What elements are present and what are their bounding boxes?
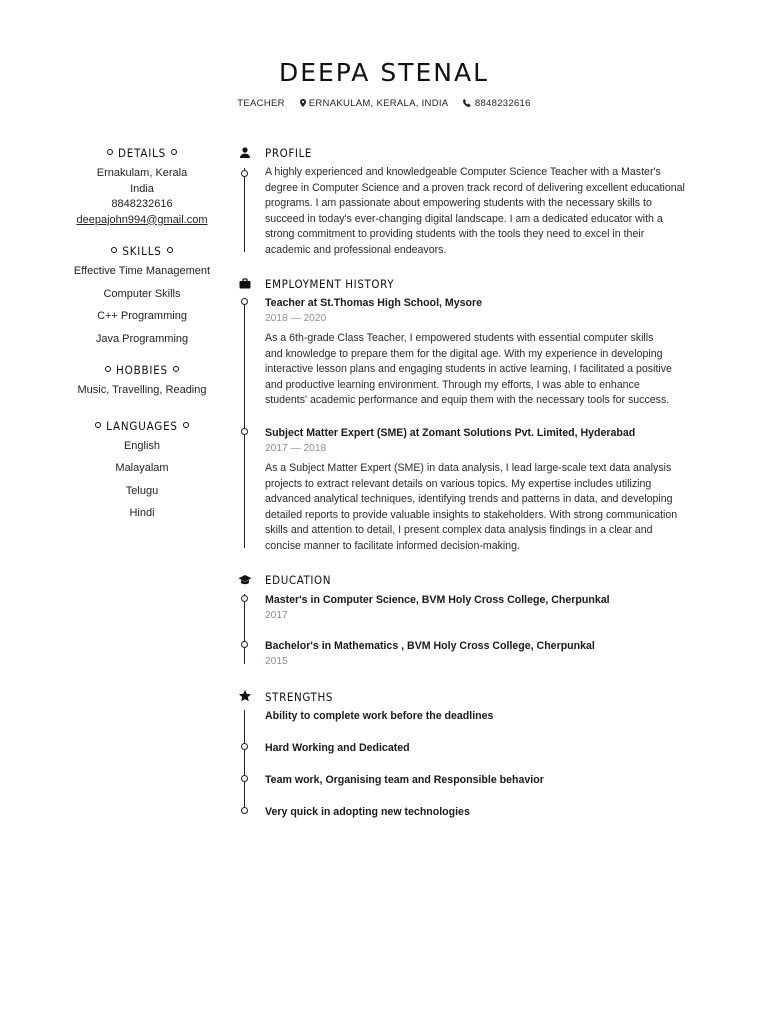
phone-text: 8848232616 <box>474 98 531 109</box>
timeline-line <box>244 594 245 664</box>
skills-list <box>50 260 234 350</box>
hobbies-text: Music, Travelling, Reading <box>77 384 207 396</box>
job-title-entry: Teacher at St.Thomas High School, Mysore <box>265 297 483 309</box>
profile-summary: A highly experienced and knowledgeable Computer Science Teacher with a Master's degree in Computer Science and a proven track record of delivering excellent educational programs. I am passionate about empowering students with the necessary skills to succeed in today's ever-changing digital landscape. I am a dedicated educator with a strong commitment to providing students with the tools they need to excel in their academic and professional endeavors. <box>265 166 685 256</box>
bullet-ring-icon <box>111 247 117 253</box>
briefcase-icon <box>238 277 252 291</box>
job-description: As a Subject Matter Expert (SME) in data analysis, I lead large-scale text data analysis projects to extract relevant details on various topics. My expertise includes utilizing advanced analytical techniques, identifying trends and patterns in data, and developing detailed reports to provide valuable insights to stakeholders. With strong communication skills and attention to detail, I present complex data analysis findings in a clear and concise manner to facilitate informed decision-making. <box>265 462 678 552</box>
language-item: Malayalam <box>115 462 169 474</box>
languages-heading: LANGUAGES <box>50 418 234 434</box>
strength-item: Hard Working and Dedicated <box>265 742 410 754</box>
location-group <box>300 98 451 109</box>
location-pin-icon <box>300 99 306 107</box>
candidate-name: DEEPA STENAL <box>278 58 490 87</box>
job-title: TEACHER <box>237 98 285 109</box>
hobbies-heading: HOBBIES <box>50 362 234 378</box>
strength-item: Very quick in adopting new technologies <box>265 806 470 818</box>
timeline-node <box>241 641 248 648</box>
bullet-ring-icon <box>167 247 173 253</box>
graduation-cap-icon <box>238 573 252 587</box>
timeline-line <box>244 298 245 548</box>
person-icon <box>238 146 252 160</box>
language-item: English <box>123 439 161 452</box>
bullet-ring-icon <box>173 366 179 372</box>
education-year: 2017 <box>265 610 288 621</box>
timeline-node <box>241 170 248 177</box>
timeline-node <box>241 743 248 750</box>
details-block <box>50 166 234 228</box>
skills-heading: SKILLS <box>50 243 234 259</box>
details-phone: 8848232616 <box>111 198 173 210</box>
skill-item: C++ Programming <box>97 310 187 322</box>
language-item: Telugu <box>125 484 159 497</box>
job-title-entry: Subject Matter Expert (SME) at Zomant Solutions Pvt. Limited, Hyderabad <box>265 427 636 439</box>
phone-group <box>463 98 531 109</box>
details-email-link[interactable]: deepajohn994@gmail.com <box>76 213 208 226</box>
languages-list <box>50 435 234 525</box>
strength-item: Team work, Organising team and Responsible behavior <box>265 774 544 786</box>
employment-heading: EMPLOYMENT HISTORY <box>265 277 395 291</box>
job-dates: 2017 — 2018 <box>265 443 327 454</box>
bullet-ring-icon <box>183 422 189 428</box>
timeline-line <box>244 710 245 814</box>
bullet-ring-icon <box>105 366 111 372</box>
phone-icon <box>463 99 471 107</box>
job-dates: 2018 — 2020 <box>265 313 327 324</box>
education-heading: EDUCATION <box>265 573 332 587</box>
skill-item: Computer Skills <box>103 287 181 300</box>
profile-heading: PROFILE <box>265 146 313 160</box>
timeline-line <box>244 168 245 252</box>
details-heading: DETAILS <box>50 145 234 161</box>
job-description: As a 6th-grade Class Teacher, I empowered students with essential computer skills and knowledge to prepare them for the digital age. With my experience in developing interactive lesson plans and engaging students in active learning, I facilitated a positive and productive learning environment. Through my efforts, I was able to enhance students' academic performance and equip them with the necessary tools for success. <box>265 332 672 406</box>
timeline-node <box>241 775 248 782</box>
star-icon <box>238 689 252 703</box>
timeline-node <box>241 595 248 602</box>
details-country: India <box>130 182 154 195</box>
bullet-ring-icon <box>107 149 113 155</box>
education-year: 2015 <box>265 656 288 667</box>
bullet-ring-icon <box>171 149 177 155</box>
details-address: Ernakulam, Kerala <box>96 167 188 179</box>
header-subline <box>0 98 768 109</box>
timeline-node <box>241 428 248 435</box>
education-title: Bachelor's in Mathematics , BVM Holy Cross College, Cherpunkal <box>265 640 595 652</box>
bullet-ring-icon <box>95 422 101 428</box>
strengths-heading: STRENGTHS <box>265 690 334 704</box>
language-item: Hindi <box>129 507 155 519</box>
skill-item: Effective Time Management <box>73 265 211 277</box>
education-title: Master's in Computer Science, BVM Holy Cross College, Cherpunkal <box>265 594 610 606</box>
skill-item: Java Programming <box>95 332 189 345</box>
strength-item: Ability to complete work before the deadlines <box>265 710 494 722</box>
timeline-node <box>241 298 248 305</box>
timeline-node <box>241 807 248 814</box>
location-text: ERNAKULAM, KERALA, INDIA <box>308 98 448 109</box>
left-column <box>50 145 234 525</box>
